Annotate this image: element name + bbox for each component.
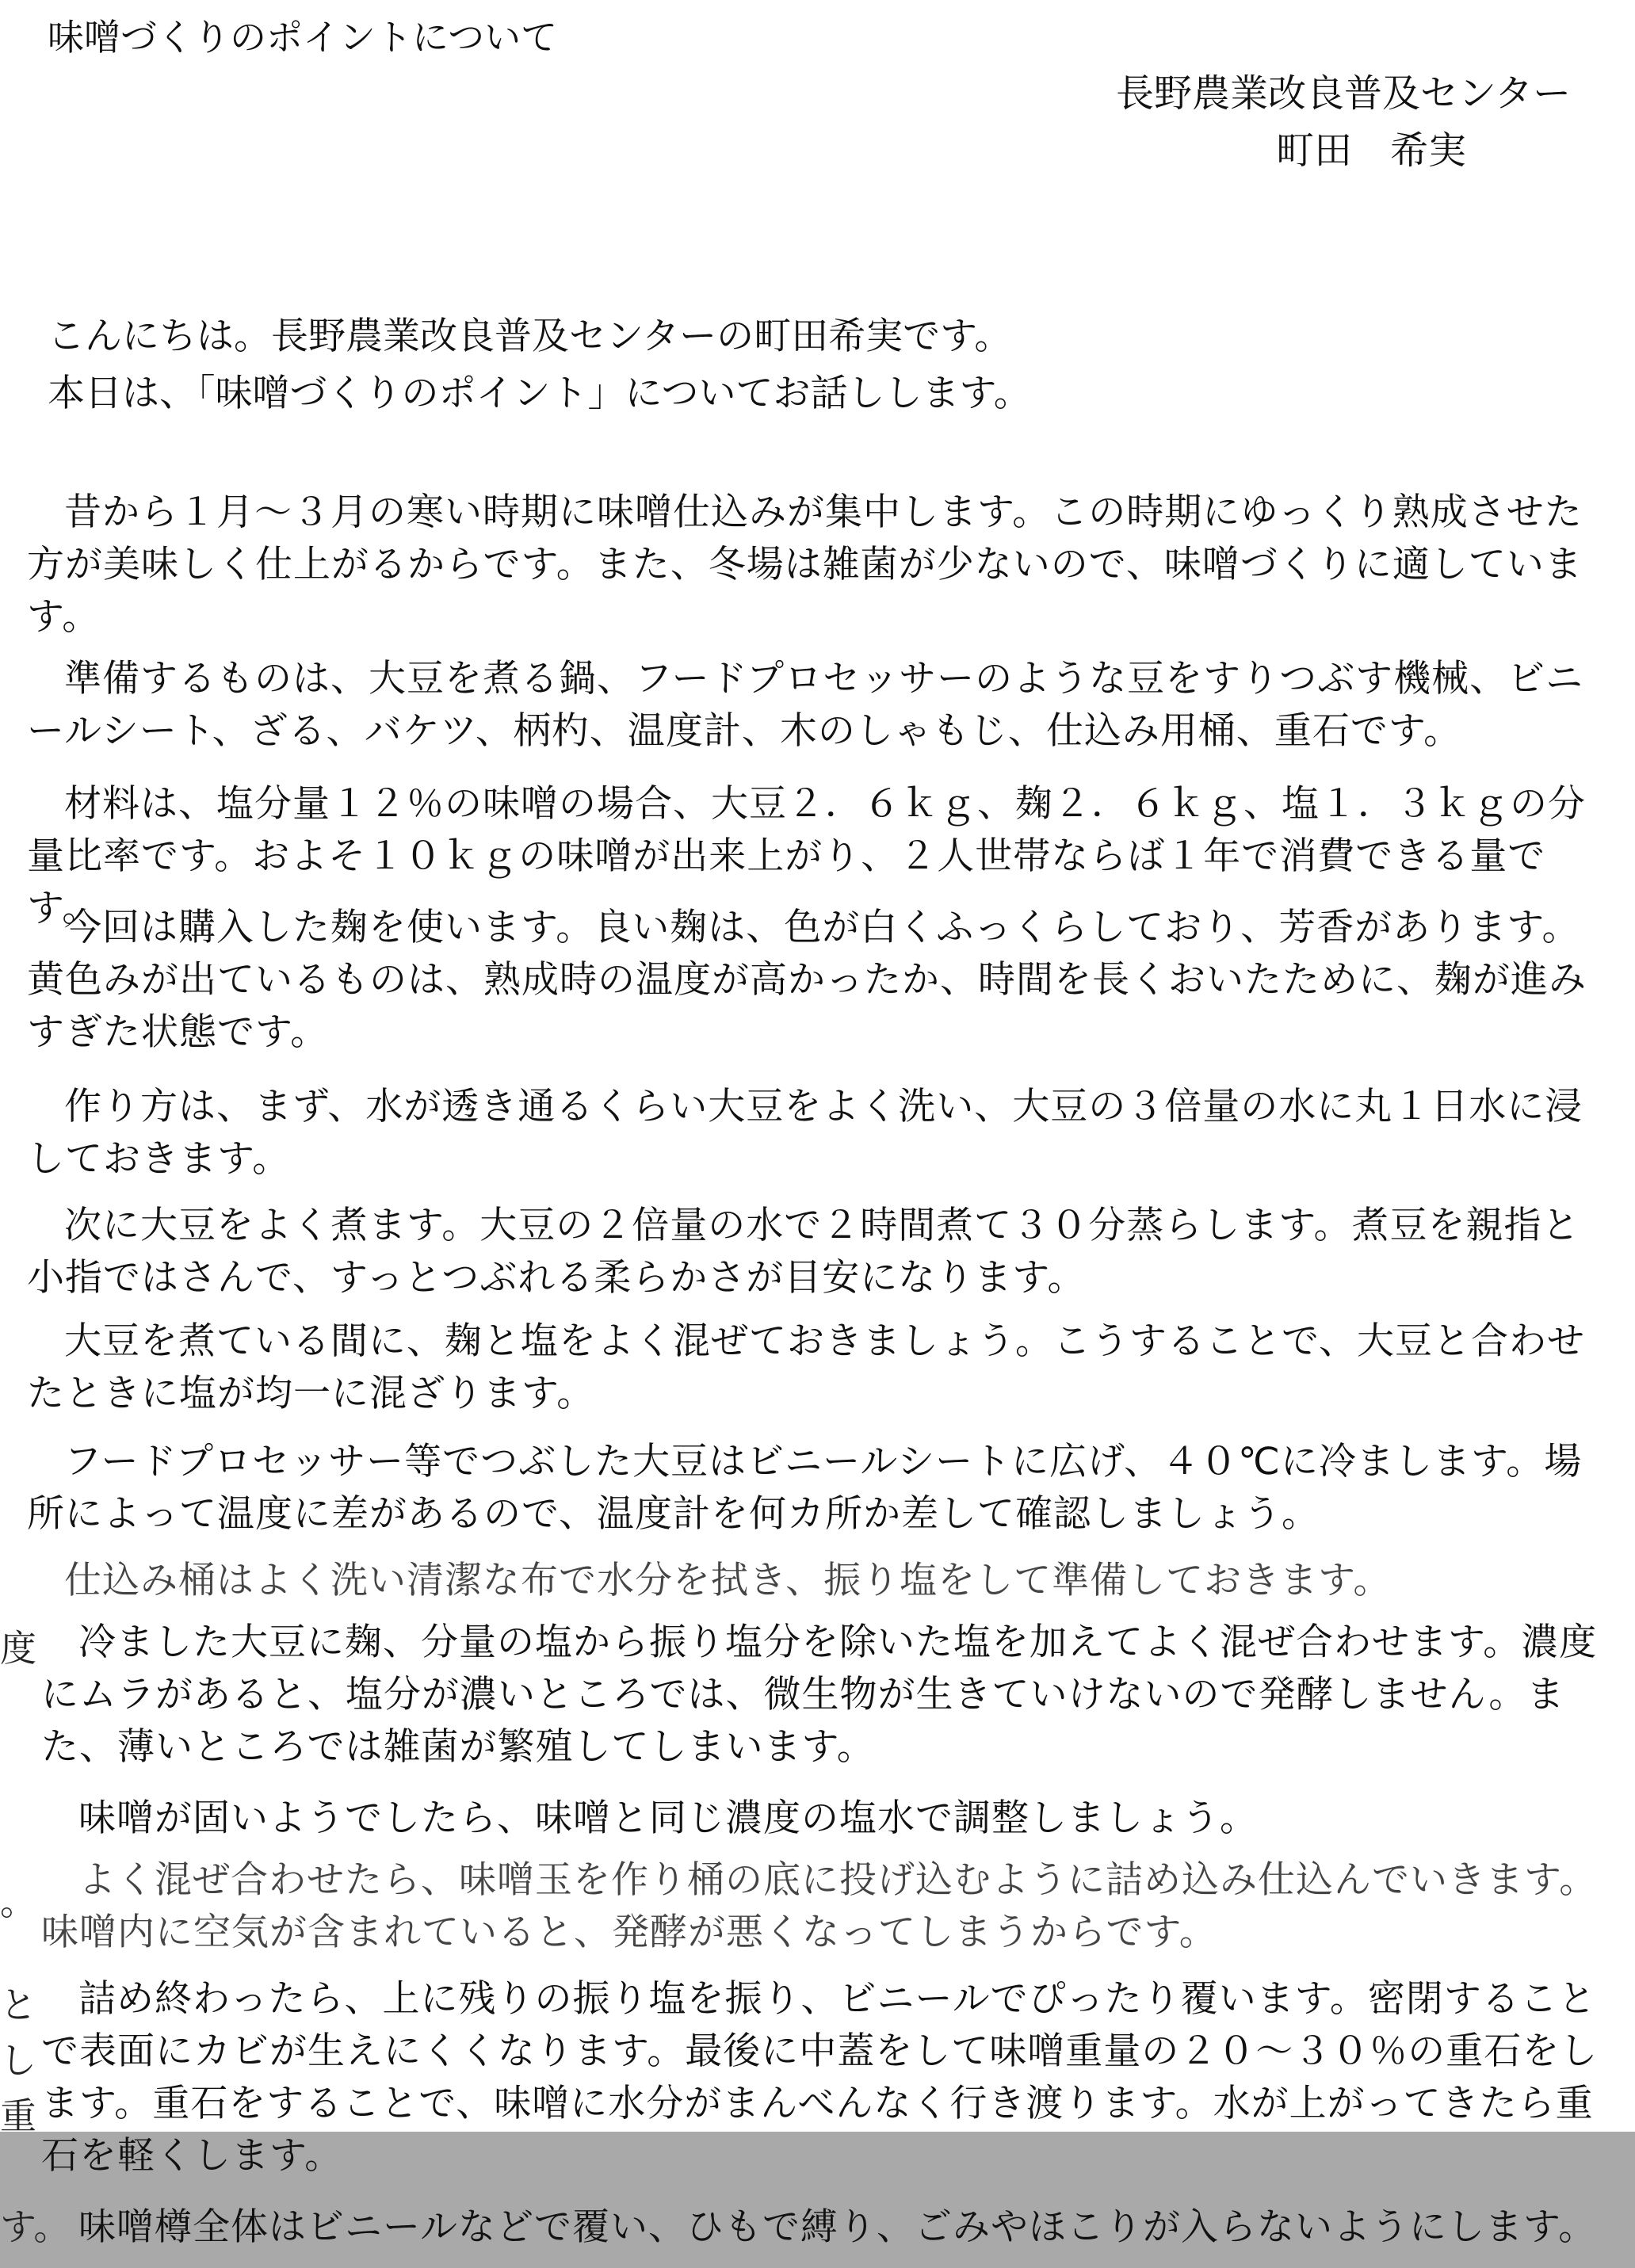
margin-fragment: 度: [0, 1627, 36, 1670]
margin-fragment: と: [0, 1984, 36, 2026]
body-paragraph: フードプロセッサー等でつぶした大豆はビニールシートに広げ、４０℃に冷まします。場所によって温度に差があるので、温度計を何カ所か差して確認しましょう。: [27, 1440, 1583, 1536]
greeting-line: こんにちは。長野農業改良普及センターの町田希実です。: [48, 315, 1012, 358]
document-title: 味噌づくりのポイントについて: [48, 16, 558, 59]
body-paragraph: 味噌が固いようでしたら、味噌と同じ濃度の塩水で調整しましょう。: [78, 1796, 1258, 1840]
author-name: 町田 希実: [1276, 128, 1467, 173]
body-paragraph: 材料は、塩分量１２％の味噌の場合、大豆２．６ｋｇ、麹２．６ｋｇ、塩１．３ｋｇの分量比率です。およそ１０ｋｇの味噌が出来上がり、２人世帯ならば１年で消費できる量です。: [27, 782, 1586, 930]
margin-fragment: し: [0, 2039, 36, 2082]
body-paragraph: 次に大豆をよく煮ます。大豆の２倍量の水で２時間煮て３０分蒸らします。煮豆を親指と小指ではさんで、すっとつぶれる柔らかさが目安になります。: [27, 1204, 1580, 1300]
body-paragraph: 昔から１月～３月の寒い時期に味噌仕込みが集中します。この時期にゆっくり熟成させた方が美味しく仕上がるからです。また、冬場は雑菌が少ないので、味噌づくりに適しています。: [27, 491, 1583, 639]
body-paragraph: よく混ぜ合わせたら、味噌玉を作り桶の底に投げ込むように詰め込み仕込んでいきます。味噌内に空気が含まれていると、発酵が悪くなってしまうからです。: [41, 1858, 1598, 1954]
body-paragraph: 作り方は、まず、水が透き通るくらい大豆をよく洗い、大豆の３倍量の水に丸１日水に浸しておきます。: [27, 1085, 1583, 1181]
body-paragraph: 準備するものは、大豆を煮る鍋、フードプロセッサーのような豆をすりつぶす機械、ビニールシート、ざる、バケツ、柄杓、温度計、木のしゃもじ、仕込み用桶、重石です。: [27, 657, 1584, 753]
margin-fragment: 。: [0, 1880, 36, 1923]
body-paragraph: 今回は購入した麹を使います。良い麹は、色が白くふっくらしており、芳香があります。黄色みが出ているものは、熟成時の温度が高かったか、時間を長くおいたために、麹が進みすぎた状態です。: [27, 906, 1587, 1054]
body-paragraph: 大豆を煮ている間に、麹と塩をよく混ぜておきましょう。こうすることで、大豆と合わせたときに塩が均一に混ざります。: [27, 1319, 1586, 1415]
body-paragraph: 詰め終わったら、上に残りの振り塩を振り、ビニールでぴったり覆います。密閉することで表面にカビが生えにくくなります。最後に中蓋をして味噌重量の２０～３０％の重石をします。重石をすることで、味噌に水分がまんべんなく行き渡ります。水が上がってきたら重石を軽くします。: [41, 1977, 1599, 2178]
author-affiliation: 長野農業改良普及センター: [1116, 71, 1572, 116]
body-paragraph: 冷ました大豆に麹、分量の塩から振り塩分を除いた塩を加えてよく混ぜ合わせます。濃度にムラがあると、塩分が濃いところでは、微生物が生きていけないので発酵しません。また、薄いところでは雑菌が繁殖してしまいます。: [41, 1621, 1598, 1769]
body-paragraph: 仕込み桶はよく洗い清潔な布で水分を拭き、振り塩をして準備しておきます。: [64, 1559, 1392, 1602]
body-paragraph: 味噌樽全体はビニールなどで覆い、ひもで縛り、ごみやほこりが入らないようにします。: [78, 2205, 1597, 2249]
greeting-line: 本日は、「味噌づくりのポイント」についてお話しします。: [48, 372, 1031, 415]
margin-fragment: 重: [0, 2094, 36, 2137]
margin-fragment: す。: [0, 2205, 71, 2248]
